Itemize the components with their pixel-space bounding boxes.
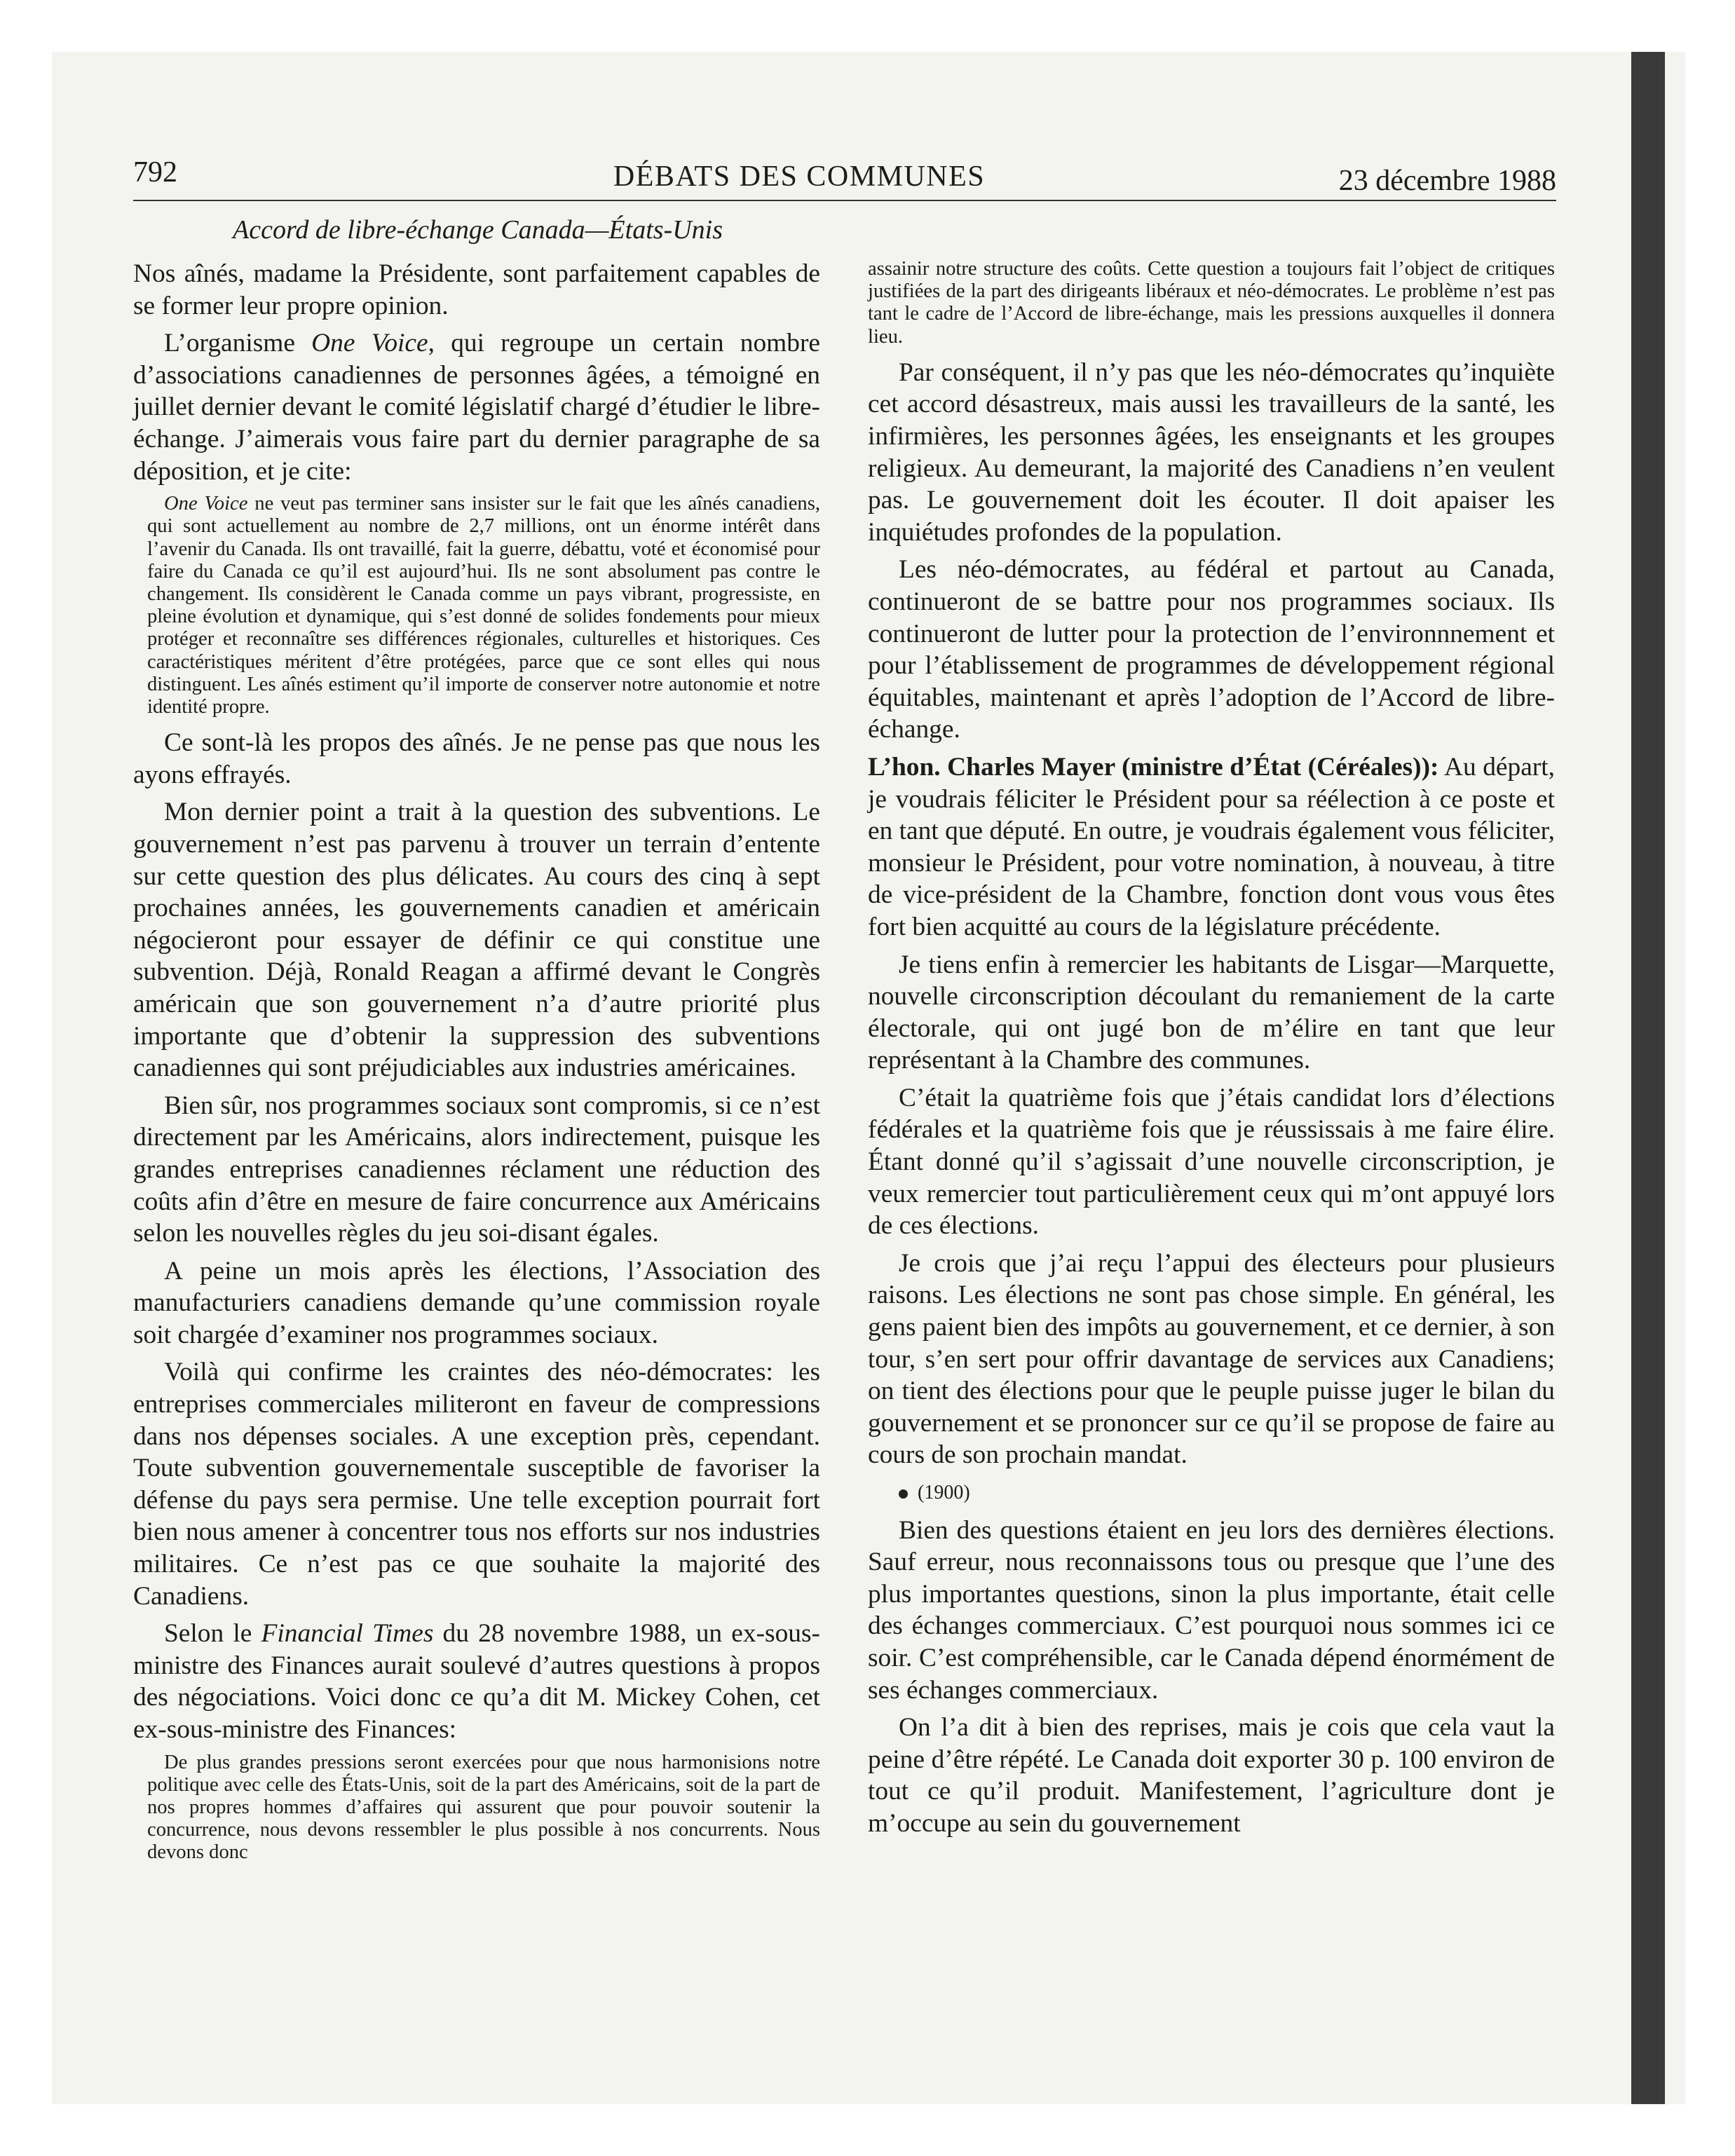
running-head: DÉBATS DES COMMUNES bbox=[613, 161, 986, 193]
right-column bbox=[868, 258, 1555, 1845]
scan-edge-shadow bbox=[1631, 52, 1665, 2104]
paragraph: C’était la quatrième fois que j’étais candidat lors d’élections fédérales et la quatrième fois que je réussissais à me faire élire. Étant donné qu’il s’agissait d’une nouvelle circonscription, je veux remercier tout particulièrement ceux qui m’ont appuyé lors de ces élections. bbox=[868, 1083, 1555, 1241]
bullet-dot-icon bbox=[899, 1489, 908, 1499]
header-rule bbox=[133, 200, 1556, 201]
paragraph: A peine un mois après les élections, l’Association des manufacturiers canadiens demande qu’une commission royale soit chargée d’examiner nos programmes sociaux. bbox=[133, 1256, 820, 1349]
paragraph: Selon le Financial Times du 28 novembre 1988, un ex-sous-ministre des Finances aurait soulevé d’autres questions à propos des négociations. Voici donc ce qu’a dit M. Mickey Cohen, cet ex-sous-ministre des Finances: bbox=[133, 1619, 820, 1744]
paragraph: L’organisme One Voice, qui regroupe un certain nombre d’associations canadiennes de personnes âgées, a témoigné en juillet dernier devant le comité législatif chargé d’étudier le libre-échange. J’aimerais vous faire part du dernier paragraphe de sa déposition, et je cite: bbox=[133, 329, 820, 486]
paragraph: Je crois que j’ai reçu l’appui des électeurs pour plusieurs raisons. Les élections ne sont pas chose simple. En général, les gens paient bien des impôts au gouvernement, et ce dernier, à son tour, s’en sert pour offrir davantage de services aux Canadiens; on tient des élections pour que le peuple puisse juger le bilan du gouvernement et se prononcer sur ce qu’il se propose de faire au cours de son prochain mandat. bbox=[868, 1248, 1555, 1470]
paragraph: Ce sont-là les propos des aînés. Je ne pense pas que nous les ayons effrayés. bbox=[133, 728, 820, 789]
speaker-paragraph: L’hon. Charles Mayer (ministre d’État (Céréales)): Au départ, je voudrais féliciter le Président pour sa réélection à ce poste et en tant que député. En outre, je voudrais également vous féliciter, monsieur le Président, pour votre nomination, à nouveau, à titre de vice-président de la Chambre, fonction dont vous vous êtes fort bien acquitté au cours de la législature précédente. bbox=[868, 752, 1555, 941]
paragraph: Nos aînés, madame la Présidente, sont parfaitement capables de se former leur propre opinion. bbox=[133, 259, 820, 320]
section-subtitle: Accord de libre-échange Canada—États-Unis bbox=[233, 215, 723, 245]
paragraph: Mon dernier point a trait à la question des subventions. Le gouvernement n’est pas parvenu à trouver un terrain d’entente sur cette question des plus délicates. Au cours des cinq à sept prochaines années, les gouvernements canadien et américain négocieront pour essayer de définir ce qui constitue une subvention. Déjà, Ronald Reagan a affirmé devant le Congrès américain que son gouvernement n’a d’autre priorité plus importante que d’obtenir la suppression des subventions canadiennes qui sont préjudiciables aux industries américaines. bbox=[133, 798, 820, 1083]
block-quote: One Voice ne veut pas terminer sans insister sur le fait que les aînés canadiens, qui sont actuellement au nombre de 2,7 millions, ont un énorme intérêt dans l’avenir du Canada. Ils ont travaillé, fait la guerre, débattu, voté et économisé pour faire du Canada ce qu’il est aujourd’hui. Ils ne sont absolument pas contre le changement. Ils considèrent le Canada comme un pays vibrant, progressiste, en pleine évolution et dynamique, qui s’est donné de solides fondements pour mieux protéger et reconnaître ses différences régionales, culturelles et historiques. Ces caractéristiques méritent d’être protégées, parce que ce sont elles qui nous distinguent. Les aînés estiment qu’il importe de conserver notre autonomie et notre identité propre. bbox=[147, 493, 820, 718]
page-number: 792 bbox=[133, 156, 177, 189]
speaker-name: L’hon. Charles Mayer (ministre d’État (Céréales)): bbox=[868, 752, 1439, 782]
paragraph: On l’a dit à bien des reprises, mais je cois que cela vaut la peine d’être répété. Le Canada doit exporter 30 p. 100 environ de tout ce qu’il produit. Manifestement, l’agriculture dont je m’occupe au sein du gouvernement bbox=[868, 1713, 1555, 1838]
paragraph: Voilà qui confirme les craintes des néo-démocrates: les entreprises commerciales militeront en faveur de compressions dans nos dépenses sociales. A une exception près, cependant. Toute subvention gouvernementale susceptible de favoriser la défense du pays sera permise. Une telle exception pourrait fort bien nous amener à concentrer tous nos efforts sur nos industries militaires. Ce n’est pas ce que souhaite la majorité des Canadiens. bbox=[133, 1358, 820, 1611]
paragraph: Les néo-démocrates, au fédéral et partout au Canada, continueront de se battre pour nos programmes sociaux. Ils continueront de lutter pour la protection de l’environnnement et pour l’établissement de programmes de développement régional équitables, maintenant et après l’adoption de l’Accord de libre-échange. bbox=[868, 555, 1555, 744]
paragraph: Par conséquent, il n’y pas que les néo-démocrates qu’inquiète cet accord désastreux, mais aussi les travailleurs de la santé, les infirmières, les personnes âgées, les enseignants et les groupes religieux. Au demeurant, la majorité des Canadiens n’en veulent pas. Le gouvernement doit les écouter. Il doit apaiser les inquiétudes profondes de la population. bbox=[868, 357, 1555, 547]
paragraph: Je tiens enfin à remercier les habitants de Lisgar—Marquette, nouvelle circonscription découlant du remaniement de la carte électorale, qui ont jugé bon de m’élire en tant que leur représentant à la Chambre des communes. bbox=[868, 950, 1555, 1075]
paragraph: Bien sûr, nos programmes sociaux sont compromis, si ce n’est directement par les Américains, alors indirectement, puisque les grandes entreprises canadiennes réclament une réduction des coûts afin d’être en mesure de faire concurrence aux Américains selon les nouvelles règles du jeu soi-disant égales. bbox=[133, 1091, 820, 1248]
page-date: 23 décembre 1988 bbox=[1338, 165, 1556, 197]
block-quote-continued: assainir notre structure des coûts. Cette question a toujours fait l’object de critiques justifiées de la part des dirigeants libéraux et néo-démocrates. Le problème n’est pas tant le cadre de l’Accord de libre-échange, mais les pressions auxquelles il donnera lieu. bbox=[868, 258, 1555, 348]
time-marker: (1900) bbox=[868, 1477, 1555, 1509]
left-column bbox=[133, 258, 820, 1873]
block-quote: De plus grandes pressions seront exercées pour que nous harmonisions notre politique avec celle des États-Unis, soit de la part des Américains, soit de la part de nos propres hommes d’affaires qui assurent que pour pouvoir soutenir la concurrence, nous devons ressembler le plus possible à nos concurrents. Nous devons donc bbox=[147, 1751, 820, 1864]
paragraph: Bien des questions étaient en jeu lors des dernières élections. Sauf erreur, nous reconnaissons tous ou presque que l’une des plus importantes questions, sinon la plus importante, était celle des échanges commerciaux. C’est pourquoi nous sommes ici ce soir. C’est compréhensible, car le Canada dépend énormément de ses échanges commerciaux. bbox=[868, 1515, 1555, 1705]
